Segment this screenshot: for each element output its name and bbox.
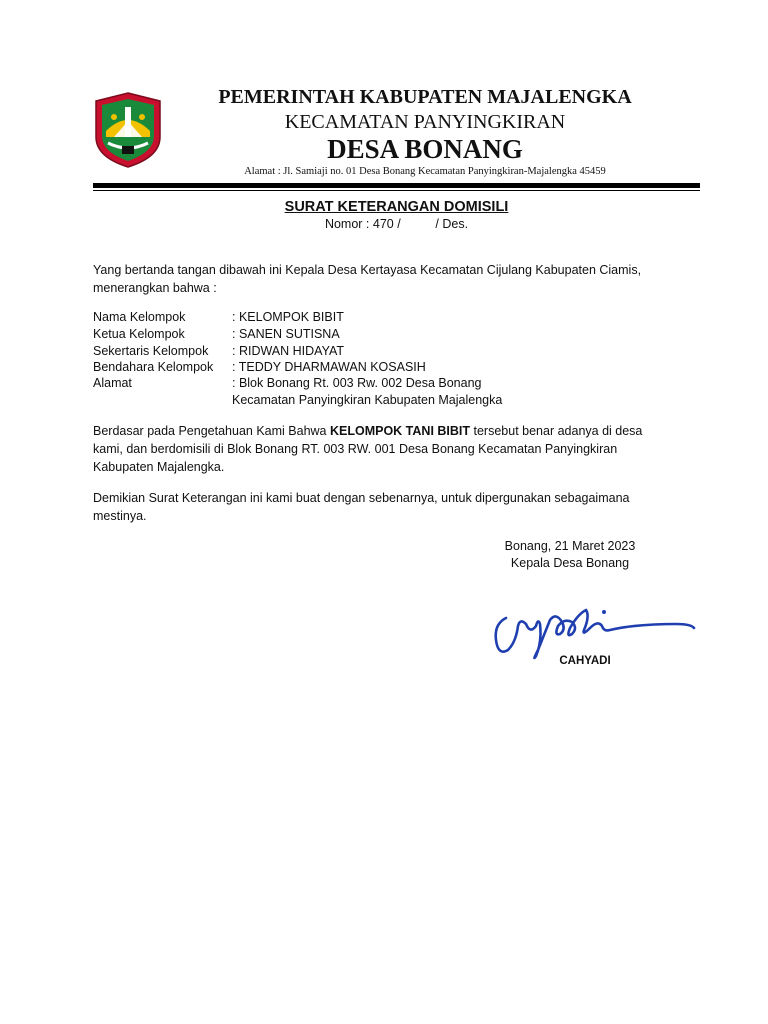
signer-name: CAHYADI [559,655,611,667]
field-value: : TEDDY DHARMAWAN KOSASIH [232,360,426,374]
field-value: : RIDWAN HIDAYAT [232,344,345,358]
signer-position: Kepala Desa Bonang [510,556,630,570]
letter-title: SURAT KETERANGAN DOMISILI [284,199,509,215]
header-district: KECAMATAN PANYINGKIRAN [284,111,566,133]
letter-number: Nomor : 470 / / Des. [324,217,469,231]
body-text-post: tersebut benar adanya di desa kami, dan berdomisili di Blok Bonang RT. 003 RW. 001 Desa Bonang Kecamatan Panyingkiran Kabupaten Majalengka. [93,424,643,474]
field-value: : Blok Bonang Rt. 003 Rw. 002 Desa Bonang [232,376,482,390]
header-village: DESA BONANG [327,134,523,164]
regency-emblem-icon [92,91,164,169]
field-label: Alamat [93,376,132,390]
body-text-group: KELOMPOK TANI BIBIT [329,424,471,438]
field-value: : SANEN SUTISNA [232,327,340,341]
header-address: Alamat : Jl. Samiaji no. 01 Desa Bonang Kecamatan Panyingkiran-Majalengka 45459 [244,166,606,177]
place-date: Bonang, 21 Maret 2023 [504,539,636,553]
header-divider-thin [93,190,700,191]
closing-paragraph: Demikian Surat Keterangan ini kami buat dengan sebenarnya, untuk dipergunakan sebagaimana mestinya. [93,491,630,523]
header-divider-thick [93,183,700,188]
field-value: Kecamatan Panyingkiran Kabupaten Majalengka [232,393,503,407]
header-government: PEMERINTAH KABUPATEN MAJALENGKA [218,86,632,108]
signature-block [480,538,660,572]
body-text-pre: Berdasar pada Pengetahuan Kami Bahwa [93,424,330,438]
field-label: Ketua Kelompok [93,327,185,341]
body-paragraph [93,422,658,476]
handwritten-signature-icon [486,590,701,665]
intro-paragraph: Yang bertanda tangan dibawah ini Kepala Desa Kertayasa Kecamatan Cijulang Kabupaten Ciamis, menerangkan bahwa : [93,263,642,295]
field-label: Sekertaris Kelompok [93,344,209,358]
field-label: Nama Kelompok [93,310,186,324]
field-label: Bendahara Kelompok [93,360,214,374]
field-value: : KELOMPOK BIBIT [232,310,344,324]
